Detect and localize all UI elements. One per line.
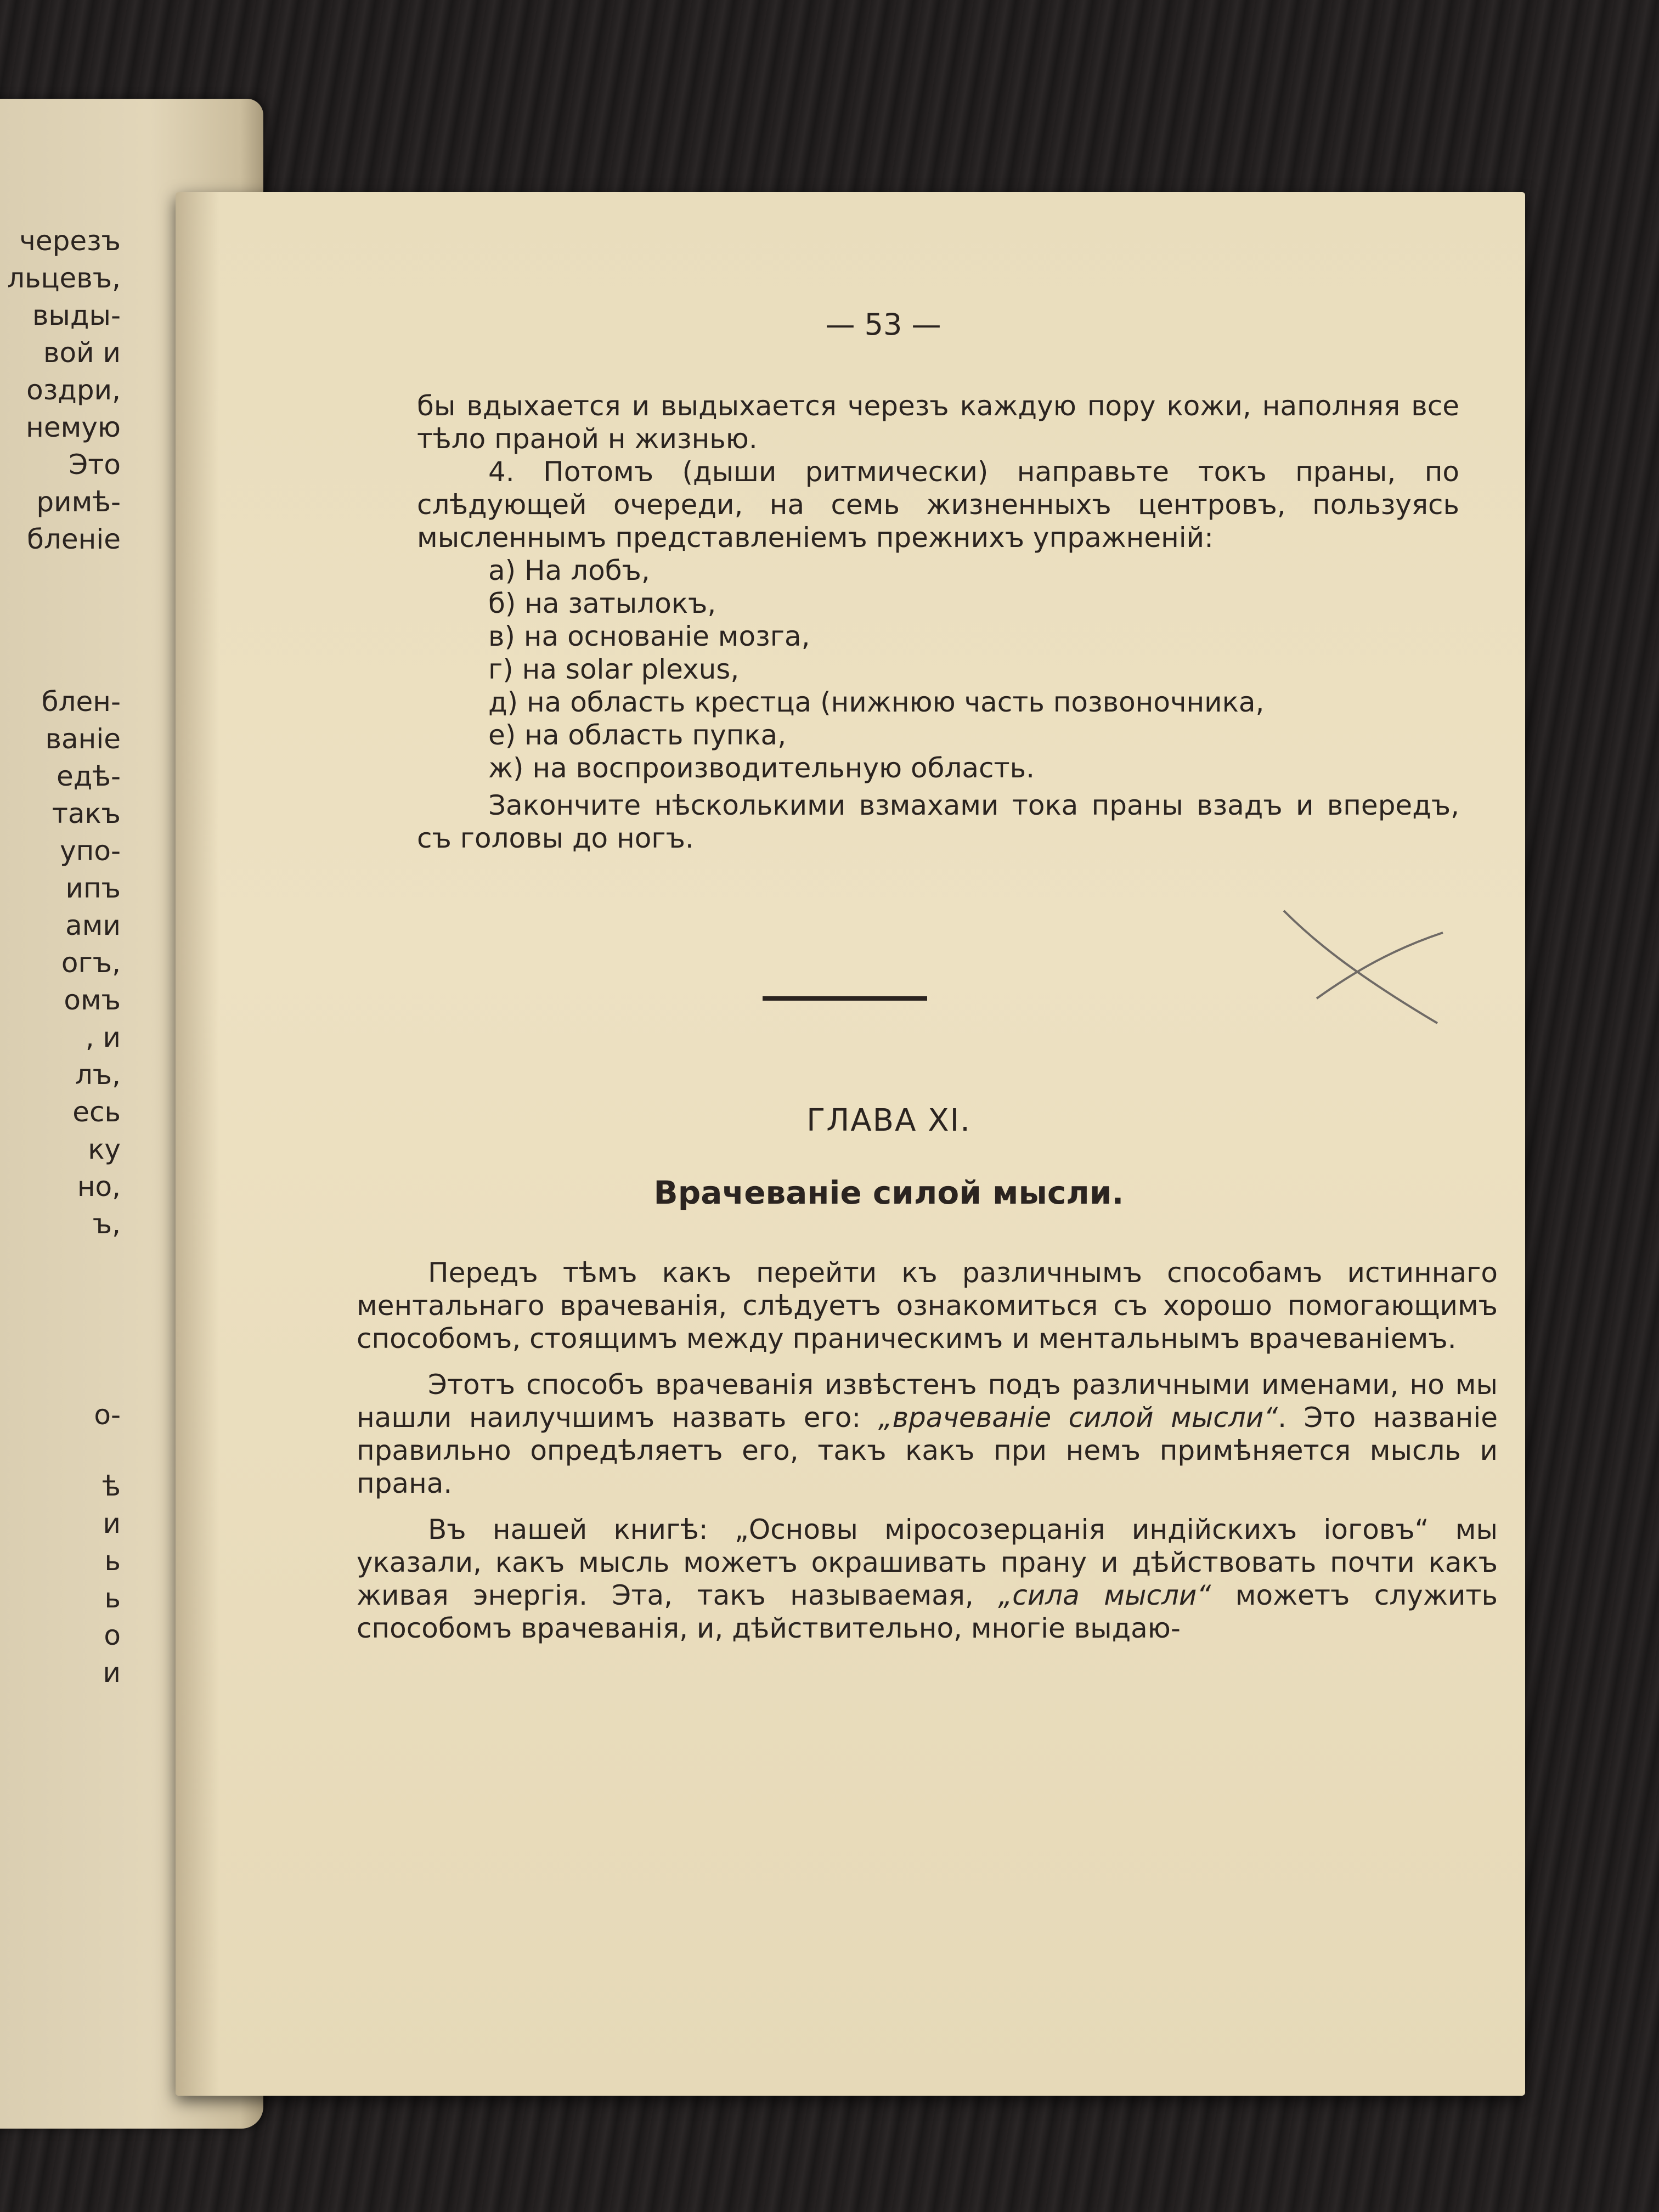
right-page bbox=[176, 192, 1525, 2096]
left-page-line: немую bbox=[26, 411, 121, 443]
left-page-line: римѣ- bbox=[36, 486, 121, 518]
paragraph: Передъ тѣмъ какъ перейти къ различнымъ способамъ истиннаго ментальнаго врачеванія, слѣдуетъ ознакомиться съ хорошо помогающимъ способомъ, стоящимъ между праническимъ и ментальнымъ врачеваніемъ. bbox=[357, 1257, 1498, 1355]
list-item: в) на основаніе мозга, bbox=[488, 620, 810, 652]
left-page-line: ку bbox=[88, 1133, 121, 1165]
left-page-line: вой и bbox=[43, 337, 121, 369]
paragraph-text: Этотъ способъ врачеванія извѣстенъ подъ различными именами, но мы нашли наилучшимъ назвать его: bbox=[357, 1369, 1498, 1434]
paragraph bbox=[357, 1368, 1498, 1500]
left-page-line: блен- bbox=[41, 686, 121, 718]
paragraph bbox=[357, 1513, 1498, 1645]
left-page-line: ь bbox=[104, 1545, 121, 1577]
list-item: д) на область крестца (нижнюю часть позвоночника, bbox=[488, 686, 1265, 718]
text-block-top bbox=[417, 390, 1459, 855]
list-item: г) на solar plexus, bbox=[488, 653, 740, 685]
list-item: а) На лобъ, bbox=[488, 555, 650, 586]
paragraph-text: Въ нашей книгѣ: „Основы міросозерцанія индійскихъ іоговъ“ мы указали, какъ мысль можетъ окрашивать прану и дѣйствовать почти какъ живая энергія. Эта, такъ называемая, bbox=[357, 1514, 1498, 1611]
left-page-line: черезъ bbox=[19, 225, 121, 257]
left-page-line: льцевъ, bbox=[7, 262, 121, 294]
left-page-line: омъ bbox=[64, 984, 121, 1016]
left-page-line: ваніе bbox=[45, 723, 121, 755]
left-page-line: и bbox=[103, 1508, 121, 1539]
text-block-bottom bbox=[357, 1256, 1498, 1658]
left-page-line: Это bbox=[69, 449, 121, 481]
left-page-line: , и bbox=[85, 1022, 121, 1053]
left-page-line: оздри, bbox=[26, 374, 121, 406]
chapter-number: ГЛАВА XI. bbox=[806, 1103, 971, 1138]
left-page-line: ь bbox=[104, 1582, 121, 1614]
list-item: ж) на воспроизводительную область. bbox=[488, 752, 1035, 784]
italic-term: „сила мысли“ bbox=[998, 1579, 1211, 1611]
paragraph: Закончите нѣсколькими взмахами тока праны взадъ и впередъ, съ головы до ногъ. bbox=[417, 789, 1459, 854]
left-page-line: такъ bbox=[52, 798, 121, 830]
left-page-line: огъ, bbox=[61, 947, 121, 979]
paragraph: 4. Потомъ (дыши ритмически) направьте токъ праны, по слѣдующей очереди, на семь жизненныхъ центровъ, пользуясь мысленнымъ представленіемъ прежнихъ упражненій: bbox=[417, 456, 1459, 554]
left-page-line: о bbox=[104, 1620, 121, 1651]
list-item: б) на затылокъ, bbox=[488, 588, 716, 619]
chapter-title: Врачеваніе силой мысли. bbox=[653, 1174, 1124, 1211]
left-page-line: но, bbox=[77, 1171, 121, 1203]
left-page-line: едѣ- bbox=[57, 760, 121, 792]
section-divider bbox=[763, 996, 927, 1001]
left-page-line: ѣ bbox=[102, 1470, 121, 1502]
left-page-line: ами bbox=[65, 910, 121, 941]
left-page-line: ъ, bbox=[92, 1208, 121, 1240]
left-page-line: бленіе bbox=[27, 523, 121, 555]
left-page-line: выды- bbox=[32, 300, 121, 331]
list-item: е) на область пупка, bbox=[488, 719, 787, 751]
paragraph-text: можетъ служить способомъ врачеванія, и, дѣйствительно, многіе выдаю- bbox=[357, 1579, 1498, 1644]
paragraph-text: . Это названіе правильно опредѣляетъ его, такъ какъ при немъ примѣняется мысль и прана. bbox=[357, 1402, 1498, 1499]
italic-term: „врачеваніе силой мысли“ bbox=[878, 1402, 1278, 1434]
left-page-line: и bbox=[103, 1657, 121, 1689]
paragraph: бы вдыхается и выдыхается черезъ каждую пору кожи, наполняя все тѣло праной н жизнью. bbox=[417, 390, 1459, 455]
left-page-line: упо- bbox=[60, 835, 121, 867]
left-page-line: о- bbox=[94, 1399, 121, 1431]
left-page-line: лъ, bbox=[75, 1059, 121, 1091]
page-number: — 53 — bbox=[825, 307, 941, 342]
pencil-cross-mark bbox=[1273, 905, 1454, 1026]
left-page-line: ипъ bbox=[65, 872, 121, 904]
left-page-line: есь bbox=[72, 1096, 121, 1128]
